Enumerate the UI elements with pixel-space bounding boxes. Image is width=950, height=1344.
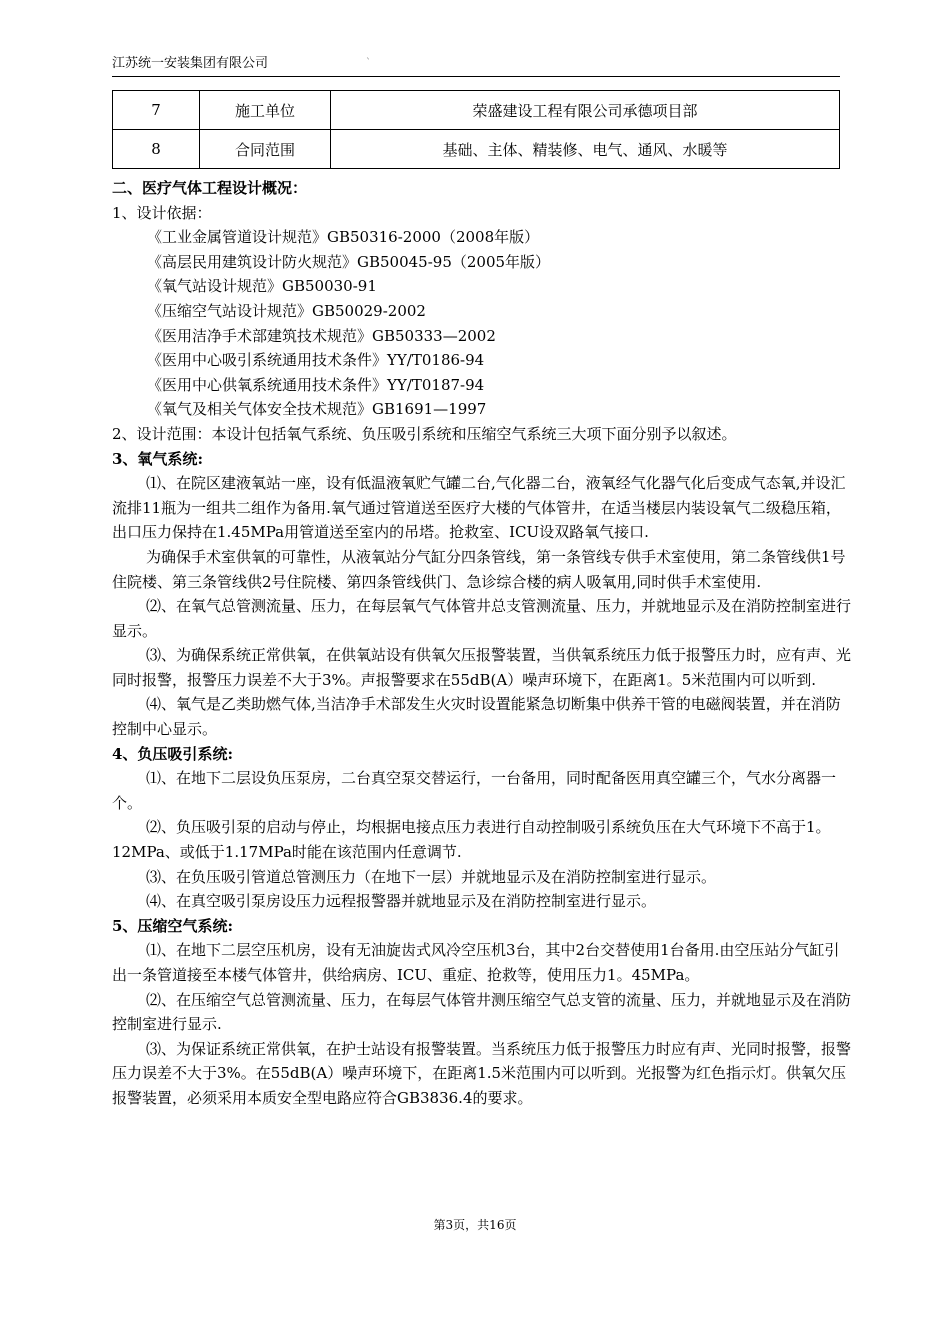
standard-item: 《工业金属管道设计规范》GB50316-2000（2008年版） — [147, 228, 540, 247]
row-number: 7 — [113, 91, 200, 130]
company-name: 江苏统一安装集团有限公司 — [112, 56, 269, 71]
standard-item: 《氧气站设计规范》GB50030-91 — [147, 277, 377, 296]
vacuum-paragraph: ⑷、在真空吸引泵房设压力远程报警器并就地显示及在消防控制室进行显示。 — [146, 892, 657, 911]
standard-item: 《医用洁净手术部建筑技术规范》GB50333—2002 — [147, 326, 496, 345]
table-row — [113, 91, 840, 130]
row-value: 荣盛建设工程有限公司承德项目部 — [331, 91, 840, 130]
oxygen-paragraph: ⑴、在院区建液氧站一座，设有低温液氧贮气罐二台,气化器二台，液氧经气化器气化后变成气态氧,并设汇流排11瓶为一组共二组作为备用.氧气通过管道送至医疗大楼的气体管井，在适当楼层内装设氧气二级稳压箱，出口压力保持在1.45MPa用管道送至室内的吊塔。抢救室、ICU设双路氧气接口. — [112, 474, 846, 542]
page-number: 第3页，共16页 — [433, 1218, 517, 1232]
air-heading: 5、压缩空气系统: — [112, 916, 233, 935]
row-number: 8 — [113, 130, 200, 169]
standard-item: 《医用中心吸引系统通用技术条件》YY/T0186-94 — [147, 351, 485, 370]
standard-item: 《氧气及相关气体安全技术规范》GB1691—1997 — [147, 400, 487, 419]
air-paragraph: ⑵、在压缩空气总管测流量、压力，在每层气体管井测压缩空气总支管的流量、压力，并就地显示及在消防控制室进行显示. — [112, 990, 852, 1034]
table-row — [113, 130, 840, 169]
air-paragraph: ⑶、为保证系统正常供氧，在护士站设有报警装置。当系统压力低于报警压力时应有声、光同时报警，报警压力误差不大于3%。在55dB(A）噪声环境下，在距离1.5米范围内可以听到。光报警为红色指示灯。供氧欠压报警装置，必须采用本质安全型电路应符合GB3836.4的要求。 — [112, 1039, 852, 1107]
vacuum-paragraph: ⑶、在负压吸引管道总管测压力（在地下一层）并就地显示及在消防控制室进行显示。 — [146, 867, 717, 886]
oxygen-paragraph: 为确保手术室供氧的可靠性，从液氧站分气缸分四条管线，第一条管线专供手术室使用，第二条管线供1号住院楼、第三条管线供2号住院楼、第四条管线供门、急诊综合楼的病人吸氧用,同时供手术室使用. — [112, 547, 846, 591]
row-label: 合同范围 — [200, 130, 331, 169]
page-header — [112, 56, 840, 77]
header-mark: ` — [366, 58, 371, 69]
section-heading: 二、医疗气体工程设计概况： — [112, 179, 308, 197]
vacuum-heading: 4、负压吸引系统: — [112, 744, 233, 763]
oxygen-paragraph: ⑵、在氧气总管测流量、压力，在每层氧气气体管井总支管测流量、压力，并就地显示及在消防控制室进行显示。 — [112, 597, 852, 640]
oxygen-heading: 3、氧气系统: — [112, 449, 203, 468]
air-paragraph: ⑴、在地下二层空压机房，设有无油旋齿式风冷空压机3台，其中2台交替使用1台备用.由空压站分气缸引出一条管道接至本楼气体管井，供给病房、ICU、重症、抢救等，使用压力1。45MPa。 — [112, 941, 840, 984]
oxygen-paragraph: ⑶、为确保系统正常供氧，在供氧站设有供氧欠压报警装置，当供氧系统压力低于报警压力时，应有声、光同时报警，报警压力误差不大于3%。声报警要求在55dB(A）噪声环境下，在距离1。5米范围内可以听到. — [112, 646, 852, 689]
standard-item: 《医用中心供氧系统通用技术条件》YY/T0187-94 — [147, 375, 485, 394]
subsection-heading: 1、设计依据： — [112, 203, 212, 222]
vacuum-paragraph: ⑵、负压吸引泵的启动与停止，均根据电接点压力表进行自动控制吸引系统负压在大气环境下不高于1。12MPa、或低于1.17MPa时能在该范围内任意调节. — [112, 818, 831, 862]
document-body — [112, 176, 852, 1111]
row-label: 施工单位 — [200, 91, 331, 130]
oxygen-paragraph: ⑷、氧气是乙类助燃气体,当洁净手术部发生火灾时设置能紧急切断集中供养干管的电磁阀装置，并在消防控制中心显示。 — [112, 695, 841, 739]
standard-item: 《压缩空气站设计规范》GB50029-2002 — [147, 301, 426, 320]
vacuum-paragraph: ⑴、在地下二层设负压泵房，二台真空泵交替运行，一台备用，同时配备医用真空罐三个，气水分离器一个。 — [112, 769, 837, 812]
row-value: 基础、主体、精装修、电气、通风、水暖等 — [331, 130, 840, 169]
scope-paragraph: 2、设计范围：本设计包括氧气系统、负压吸引系统和压缩空气系统三大项下面分别予以叙述。 — [112, 424, 737, 443]
project-info-table — [112, 90, 840, 169]
standard-item: 《高层民用建筑设计防火规范》GB50045-95（2005年版） — [147, 252, 551, 271]
